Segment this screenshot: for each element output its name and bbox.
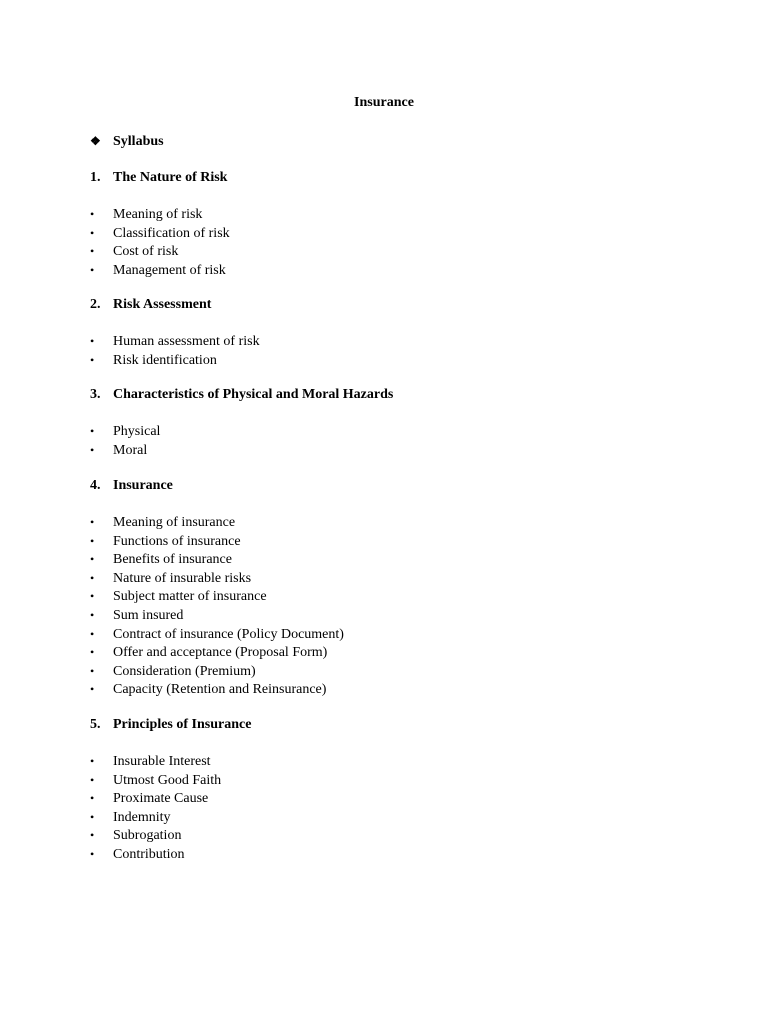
bullet-icon: •	[90, 589, 95, 604]
list-item	[90, 532, 710, 551]
section-number: 3.	[90, 387, 101, 402]
bullet-icon: •	[90, 552, 95, 567]
list-item-text: Indemnity	[113, 809, 171, 825]
section-principles	[90, 716, 710, 864]
diamond-bullet-icon: ❖	[90, 134, 101, 148]
list-item-text: Capacity (Retention and Reinsurance)	[113, 682, 327, 698]
list-item-text: Contract of insurance (Policy Document)	[113, 626, 344, 642]
bullet-icon: •	[90, 607, 95, 622]
list-item	[90, 662, 710, 681]
section-title: Risk Assessment	[113, 297, 212, 312]
bullet-icon: •	[90, 262, 95, 277]
list-item-text: Subrogation	[113, 828, 182, 844]
bullet-icon: •	[90, 772, 95, 787]
list-item-text: Risk identification	[113, 352, 217, 368]
list-item	[90, 643, 710, 662]
bullet-icon: •	[90, 207, 95, 221]
list-item	[90, 587, 710, 606]
list-item-text: Human assessment of risk	[113, 334, 260, 349]
bullet-icon: •	[90, 809, 95, 824]
section-number: 4.	[90, 478, 101, 493]
list-item-text: Functions of insurance	[113, 533, 241, 549]
list-item-text: Utmost Good Faith	[113, 772, 222, 788]
section-heading	[90, 296, 710, 314]
section-number: 5.	[90, 717, 101, 732]
list-item-text: Offer and acceptance (Proposal Form)	[113, 645, 328, 661]
bullet-icon: •	[90, 352, 95, 367]
list-item	[90, 771, 710, 790]
list-item	[90, 606, 710, 625]
list-item	[90, 242, 710, 261]
list-item-text: Meaning of insurance	[113, 515, 236, 530]
list-item-text: Subject matter of insurance	[113, 589, 267, 605]
bullet-icon: •	[90, 663, 95, 678]
bullet-icon: •	[90, 754, 95, 768]
syllabus-heading	[90, 132, 164, 151]
document-title: Insurance	[354, 95, 414, 110]
list-item	[90, 261, 710, 280]
list-item	[90, 550, 710, 569]
list-item	[90, 845, 710, 864]
bullet-icon: •	[90, 334, 95, 348]
list-item-text: Benefits of insurance	[113, 552, 232, 568]
bullet-icon: •	[90, 533, 95, 548]
bullet-icon: •	[90, 442, 95, 457]
list-item-text: Sum insured	[113, 607, 184, 623]
list-item	[90, 826, 710, 845]
bullet-icon: •	[90, 244, 95, 259]
bullet-icon: •	[90, 570, 95, 585]
list-item	[90, 680, 710, 699]
section-title: Insurance	[113, 478, 173, 493]
bullet-icon: •	[90, 645, 95, 660]
list-item	[90, 752, 710, 771]
section-heading	[90, 716, 710, 734]
item-list	[90, 422, 710, 459]
section-insurance	[90, 477, 710, 699]
item-list	[90, 205, 710, 279]
list-item	[90, 513, 710, 532]
section-number: 1.	[90, 170, 101, 185]
section-title: Characteristics of Physical and Moral Hazards	[113, 387, 394, 402]
list-item-text: Consideration (Premium)	[113, 663, 256, 679]
syllabus-label: Syllabus	[113, 134, 164, 149]
section-nature-of-risk	[90, 169, 710, 279]
list-item	[90, 351, 710, 370]
list-item-text: Classification of risk	[113, 225, 230, 241]
section-heading	[90, 169, 710, 187]
bullet-icon: •	[90, 828, 95, 843]
list-item	[90, 224, 710, 243]
list-item	[90, 441, 710, 460]
list-item	[90, 808, 710, 827]
list-item	[90, 332, 710, 351]
section-title: Principles of Insurance	[113, 717, 252, 732]
section-title: The Nature of Risk	[113, 170, 228, 185]
list-item-text: Proximate Cause	[113, 791, 209, 807]
section-heading	[90, 386, 710, 404]
section-heading	[90, 477, 710, 495]
list-item	[90, 569, 710, 588]
bullet-icon: •	[90, 682, 95, 697]
list-item-text: Nature of insurable risks	[113, 570, 252, 586]
list-item	[90, 422, 710, 441]
section-number: 2.	[90, 297, 101, 312]
list-item-text: Management of risk	[113, 262, 226, 278]
section-hazards	[90, 386, 710, 459]
bullet-icon: •	[90, 846, 95, 861]
list-item	[90, 205, 710, 224]
list-item-text: Contribution	[113, 846, 185, 862]
bullet-icon: •	[90, 515, 95, 529]
bullet-icon: •	[90, 225, 95, 240]
bullet-icon: •	[90, 791, 95, 806]
list-item-text: Moral	[113, 442, 148, 458]
list-item	[90, 625, 710, 644]
list-item-text: Meaning of risk	[113, 207, 203, 222]
bullet-icon: •	[90, 424, 95, 438]
list-item	[90, 789, 710, 808]
item-list	[90, 332, 710, 369]
list-item-text: Insurable Interest	[113, 754, 211, 769]
list-item-text: Cost of risk	[113, 244, 179, 260]
section-risk-assessment	[90, 296, 710, 369]
list-item-text: Physical	[113, 424, 161, 439]
bullet-icon: •	[90, 626, 95, 641]
item-list	[90, 513, 710, 699]
item-list	[90, 752, 710, 864]
